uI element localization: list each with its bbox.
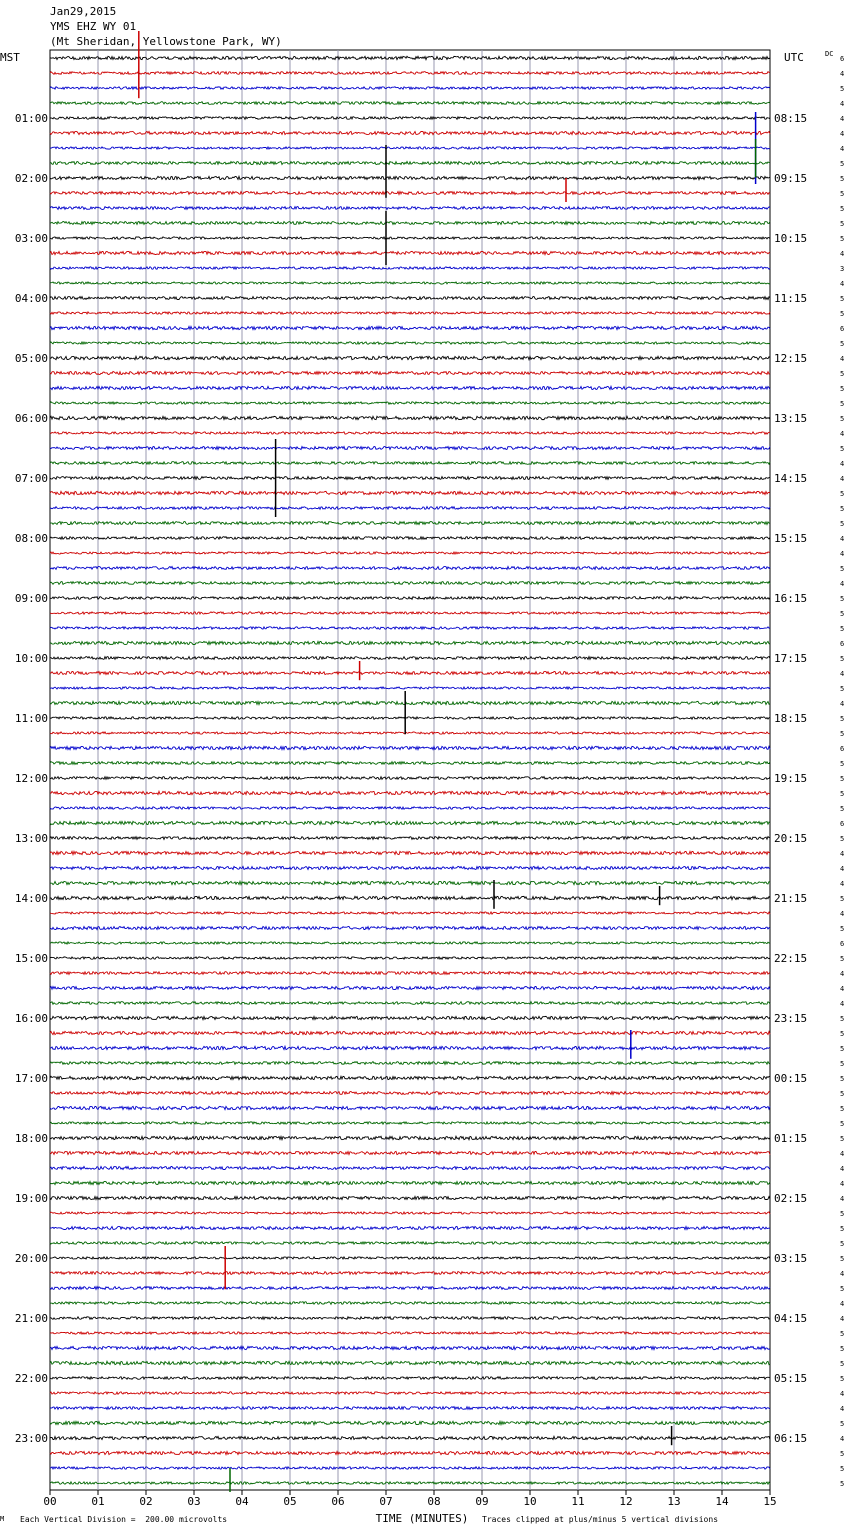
trace-line [50,1212,770,1214]
trace-line [50,72,770,75]
x-tick-label: 05 [283,1495,297,1508]
dc-offset-value: 4 [840,1270,845,1278]
x-tick-label: 02 [139,1495,153,1508]
dc-offset-value: 5 [840,1225,845,1233]
trace-line [50,1361,770,1364]
x-tick-label: 07 [379,1495,393,1508]
trace-line [50,1332,770,1334]
dc-offset-value: 5 [840,1420,845,1428]
dc-offset-value: 5 [840,685,845,693]
dc-offset-value: 4 [840,1165,845,1173]
trace-line [50,851,770,854]
dc-offset-value: 5 [840,1285,845,1293]
mst-hour-label: 05:00 [14,352,48,365]
mst-hour-label: 08:00 [14,532,48,545]
dc-offset-value: 5 [840,370,845,378]
trace-line [50,746,770,749]
mst-hour-label: 07:00 [14,472,48,485]
trace-line [50,342,770,344]
trace-line [50,612,770,614]
mst-hour-label: 15:00 [14,952,48,965]
utc-hour-label: 19:15 [774,772,808,785]
utc-hour-label: 18:15 [774,712,808,725]
dc-offset-value: 5 [840,1075,845,1083]
utc-hour-label: 17:15 [774,652,808,665]
trace-line [50,131,770,134]
dc-offset-value: 4 [840,1300,845,1308]
dc-offset-value: 5 [840,415,845,423]
dc-offset-value: 4 [840,130,845,138]
x-tick-label: 03 [187,1495,201,1508]
dc-offset-value: 4 [840,475,845,483]
dc-offset-value: 4 [840,70,845,78]
dc-offset-value: 5 [840,655,845,663]
x-tick-label: 09 [475,1495,489,1508]
mst-hour-label: 20:00 [14,1252,48,1265]
trace-line [50,267,770,269]
trace-line [50,1407,770,1410]
x-tick-label: 00 [43,1495,57,1508]
trace-line [50,1272,770,1275]
dc-offset-value: 5 [840,1255,845,1263]
trace-line [50,1002,770,1005]
dc-offset-value: 5 [840,175,845,183]
mst-hour-label: 17:00 [14,1072,48,1085]
trace-line [50,102,770,105]
trace-line [50,1257,770,1259]
trace-line [50,1346,770,1349]
trace-line [50,1196,770,1199]
utc-hour-label: 15:15 [774,532,808,545]
clip-note: Traces clipped at plus/minus 5 vertical divisions [482,1515,719,1524]
dc-offset-value: 6 [840,55,845,63]
x-tick-label: 15 [763,1495,777,1508]
trace-line [50,942,770,944]
utc-hour-label: 10:15 [774,232,808,245]
dc-offset-value: 4 [840,850,845,858]
dc-offset-value: 4 [840,145,845,153]
trace-line [50,416,770,419]
trace-line [50,192,770,195]
utc-hour-label: 16:15 [774,592,808,605]
scale-note: Each Vertical Division = 200.00 microvolts [20,1515,228,1524]
trace-line [50,1436,770,1439]
dc-offset-value: 4 [840,115,845,123]
trace-line [50,1016,770,1019]
trace-line [50,176,770,179]
dc-offset-value: 5 [840,445,845,453]
dc-offset-value: 4 [840,1405,845,1413]
dc-offset-value: 4 [840,1000,845,1008]
trace-line [50,986,770,989]
trace-line [50,462,770,465]
trace-line [50,672,770,675]
trace-line [50,297,770,300]
trace-line [50,1031,770,1034]
utc-hour-label: 04:15 [774,1312,808,1325]
mst-hour-label: 11:00 [14,712,48,725]
utc-hour-label: 01:15 [774,1132,808,1145]
mst-hour-label: 03:00 [14,232,48,245]
trace-line [50,162,770,165]
dc-offset-value: 4 [840,1390,845,1398]
dc-offset-value: 5 [840,1465,845,1473]
trace-line [50,237,770,239]
dc-offset-value: 4 [840,430,845,438]
x-tick-label: 08 [427,1495,441,1508]
dc-offset-value: 4 [840,1315,845,1323]
dc-offset-value: 4 [840,1180,845,1188]
trace-line [50,207,770,210]
dc-offset-value: 5 [840,1210,845,1218]
dc-offset-value: 5 [840,715,845,723]
dc-header: DC [825,50,834,58]
mst-hour-label: 22:00 [14,1372,48,1385]
trace-line [50,972,770,975]
trace-line [50,807,770,809]
trace-line [50,1106,770,1109]
mst-hour-label: 13:00 [14,832,48,845]
trace-line [50,1302,770,1305]
trace-line [50,1451,770,1454]
station-location: (Mt Sheridan, Yellowstone Park, WY) [50,35,282,48]
utc-hour-label: 21:15 [774,892,808,905]
utc-hour-label: 09:15 [774,172,808,185]
mst-hour-label: 09:00 [14,592,48,605]
trace-line [50,432,770,434]
trace-line [50,1167,770,1170]
trace-line [50,326,770,329]
mst-hour-label: 23:00 [14,1432,48,1445]
trace-line [50,117,770,120]
trace-line [50,56,770,59]
dc-offset-value: 5 [840,775,845,783]
dc-offset-value: 5 [840,400,845,408]
plot-date: Jan29,2015 [50,5,117,18]
dc-offset-value: 5 [840,1360,845,1368]
mst-hour-label: 02:00 [14,172,48,185]
dc-offset-value: 4 [840,1435,845,1443]
mst-hour-label: 06:00 [14,412,48,425]
dc-offset-value: 4 [840,355,845,363]
dc-offset-value: 5 [840,1045,845,1053]
trace-line [50,567,770,570]
dc-offset-value: 6 [840,640,845,648]
x-tick-label: 14 [715,1495,729,1508]
trace-line [50,1122,770,1124]
trace-line [50,837,770,840]
dc-offset-value: 6 [840,325,845,333]
mst-hour-label: 12:00 [14,772,48,785]
dc-offset-value: 5 [840,730,845,738]
utc-hour-label: 03:15 [774,1252,808,1265]
trace-line [50,87,770,89]
dc-offset-value: 4 [840,250,845,258]
mst-hour-label: 14:00 [14,892,48,905]
trace-line [50,1317,770,1320]
trace-line [50,1076,770,1079]
dc-offset-value: 5 [840,205,845,213]
dc-offset-value: 5 [840,955,845,963]
trace-line [50,732,770,734]
x-tick-label: 12 [619,1495,633,1508]
dc-offset-value: 5 [840,925,845,933]
trace-line [50,597,770,600]
dc-offset-value: 5 [840,385,845,393]
dc-offset-value: 4 [840,865,845,873]
x-tick-label: 10 [523,1495,537,1508]
trace-line [50,1421,770,1424]
trace-line [50,687,770,689]
trace-line [50,312,770,314]
utc-hour-label: 23:15 [774,1012,808,1025]
trace-line [50,927,770,930]
mst-hour-label: 21:00 [14,1312,48,1325]
trace-line [50,881,770,884]
trace-line [50,1227,770,1230]
x-tick-label: 04 [235,1495,249,1508]
x-axis-title: TIME (MINUTES) [375,1512,469,1525]
dc-offset-value: 5 [840,790,845,798]
dc-offset-value: 5 [840,160,845,168]
dc-offset-value: 5 [840,1450,845,1458]
trace-line [50,582,770,585]
trace-line [50,1046,770,1049]
x-tick-label: 01 [91,1495,105,1508]
dc-offset-value: 4 [840,910,845,918]
trace-line [50,777,770,780]
dc-offset-value: 5 [840,505,845,513]
trace-line [50,356,770,359]
trace-line [50,491,770,494]
dc-offset-value: 4 [840,880,845,888]
dc-offset-value: 4 [840,700,845,708]
dc-offset-value: 4 [840,460,845,468]
trace-line [50,447,770,450]
dc-offset-value: 5 [840,565,845,573]
trace-line [50,1392,770,1394]
dc-offset-value: 4 [840,1150,845,1158]
utc-hour-label: 05:15 [774,1372,808,1385]
utc-hour-label: 06:15 [774,1432,808,1445]
dc-offset-value: 5 [840,295,845,303]
trace-line [50,147,770,149]
trace-line [50,251,770,254]
dc-offset-value: 5 [840,340,845,348]
trace-line [50,717,770,719]
dc-offset-value: 5 [840,220,845,228]
trace-line [50,477,770,480]
dc-offset-value: 5 [840,1030,845,1038]
trace-line [50,657,770,660]
dc-offset-value: 5 [840,895,845,903]
dc-offset-value: 4 [840,670,845,678]
trace-line [50,222,770,225]
utc-hour-label: 13:15 [774,412,808,425]
dc-offset-value: 5 [840,760,845,768]
dc-offset-value: 5 [840,1135,845,1143]
mst-hour-label: 19:00 [14,1192,48,1205]
dc-offset-value: 5 [840,190,845,198]
trace-line [50,1467,770,1469]
dc-offset-value: 5 [840,490,845,498]
dc-offset-value: 4 [840,535,845,543]
dc-offset-value: 4 [840,580,845,588]
trace-line [50,627,770,629]
trace-line [50,1062,770,1065]
utc-hour-label: 08:15 [774,112,808,125]
dc-offset-value: 5 [840,610,845,618]
trace-line [50,282,770,284]
x-tick-label: 11 [571,1495,585,1508]
trace-line [50,1151,770,1154]
trace-line [50,762,770,765]
dc-offset-value: 4 [840,550,845,558]
dc-offset-value: 5 [840,310,845,318]
mst-hour-label: 10:00 [14,652,48,665]
trace-line [50,896,770,899]
utc-hour-label: 02:15 [774,1192,808,1205]
dc-offset-value: 5 [840,805,845,813]
dc-offset-value: 6 [840,940,845,948]
trace-line [50,537,770,540]
dc-offset-value: 5 [840,1480,845,1488]
trace-line [50,866,770,869]
mst-hour-label: 01:00 [14,112,48,125]
trace-line [50,522,770,525]
mst-axis-label: MST [0,51,20,64]
utc-hour-label: 20:15 [774,832,808,845]
dc-offset-value: 5 [840,1375,845,1383]
mst-hour-label: 16:00 [14,1012,48,1025]
dc-offset-value: 5 [840,1330,845,1338]
trace-line [50,402,770,404]
trace-line [50,957,770,959]
trace-line [50,1092,770,1095]
mst-hour-label: 18:00 [14,1132,48,1145]
dc-offset-value: 5 [840,235,845,243]
utc-hour-label: 22:15 [774,952,808,965]
trace-line [50,1242,770,1244]
dc-offset-value: 5 [840,85,845,93]
mst-hour-label: 04:00 [14,292,48,305]
corner-mark: M [0,1515,5,1523]
dc-offset-value: 5 [840,1345,845,1353]
dc-offset-value: 6 [840,820,845,828]
trace-line [50,552,770,554]
trace-line [50,372,770,375]
trace-line [50,386,770,389]
dc-offset-value: 4 [840,970,845,978]
utc-hour-label: 11:15 [774,292,808,305]
station-code: YMS EHZ WY 01 [50,20,137,33]
dc-offset-value: 5 [840,835,845,843]
utc-axis-label: UTC [784,51,804,64]
trace-line [50,1287,770,1290]
dc-offset-value: 4 [840,100,845,108]
trace-line [50,701,770,704]
trace-line [50,912,770,914]
dc-offset-value: 5 [840,1090,845,1098]
dc-offset-value: 5 [840,1240,845,1248]
utc-hour-label: 12:15 [774,352,808,365]
utc-hour-label: 14:15 [774,472,808,485]
trace-line [50,1181,770,1184]
trace-line [50,1136,770,1139]
x-tick-label: 06 [331,1495,345,1508]
dc-offset-value: 6 [840,745,845,753]
dc-offset-value: 4 [840,1195,845,1203]
dc-offset-value: 5 [840,520,845,528]
utc-hour-label: 00:15 [774,1072,808,1085]
dc-offset-value: 3 [840,265,845,273]
dc-offset-value: 4 [840,985,845,993]
dc-offset-value: 5 [840,1120,845,1128]
dc-offset-value: 5 [840,625,845,633]
trace-line [50,1377,770,1380]
trace-line [50,791,770,794]
dc-offset-value: 5 [840,1105,845,1113]
dc-offset-value: 5 [840,1060,845,1068]
trace-line [50,1482,770,1484]
dc-offset-value: 5 [840,595,845,603]
trace-line [50,507,770,510]
dc-offset-value: 5 [840,1015,845,1023]
trace-line [50,641,770,644]
dc-offset-value: 4 [840,280,845,288]
trace-line [50,821,770,824]
x-tick-label: 13 [667,1495,681,1508]
